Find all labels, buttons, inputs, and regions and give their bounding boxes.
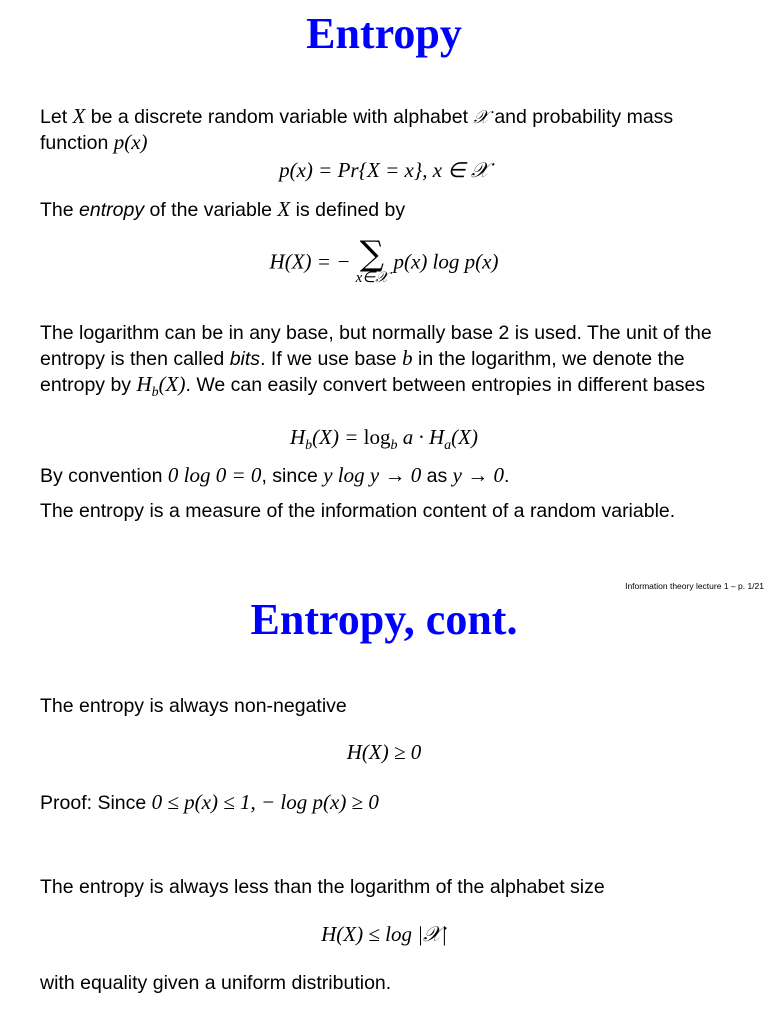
non-negative-equation: H(X) ≥ 0 — [346, 740, 422, 764]
summation-symbol: ∑ x∈𝒳 — [355, 234, 389, 286]
slide-title: Entropy, cont. — [250, 595, 518, 644]
upper-bound-statement: The entropy is always less than the logarithm of the alphabet size — [40, 876, 605, 898]
pmf-equation: p(x) = Pr{X = x}, x ∈ 𝒳 — [279, 158, 489, 182]
information-content-paragraph: The entropy is a measure of the information content of a random variable. — [40, 500, 676, 522]
slide-footer: Information theory lecture 1 – p. 1/21 — [625, 581, 764, 591]
logarithm-base-paragraph: The logarithm can be in any base, but normally base 2 is used. The unit of the entropy is then called bits. If we use base b in the logarithm, we denote the entropy by $H_b(X)$. We can easily convert between entropies in different bases — [40, 322, 712, 400]
uniform-distribution-statement: with equality given a uniform distribution. — [40, 972, 392, 994]
entropy-intro: The entropy of the variable X is defined by — [40, 197, 406, 221]
definition-paragraph: Let X be a discrete random variable with alphabet 𝒳 and probability mass function p(x) — [40, 104, 674, 154]
slide-2 — [0, 594, 768, 1024]
proof-statement: Proof: Since 0 ≤ p(x) ≤ 1, − log p(x) ≥ 0 — [40, 790, 379, 814]
convention-paragraph: By convention 0 log 0 = 0, since y log y → 0 as y → 0. — [40, 463, 510, 487]
base-conversion-equation: $H_b(X) = \log_b a \cdot H_a(X)$ — [289, 425, 478, 454]
slide-title: Entropy — [306, 9, 462, 58]
upper-bound-equation: H(X) ≤ log |𝒳| — [321, 922, 447, 946]
entropy-definition-equation: H(X) = − ∑ x∈𝒳 p(x) log p(x) — [269, 234, 499, 286]
non-negative-statement: The entropy is always non-negative — [40, 695, 347, 717]
